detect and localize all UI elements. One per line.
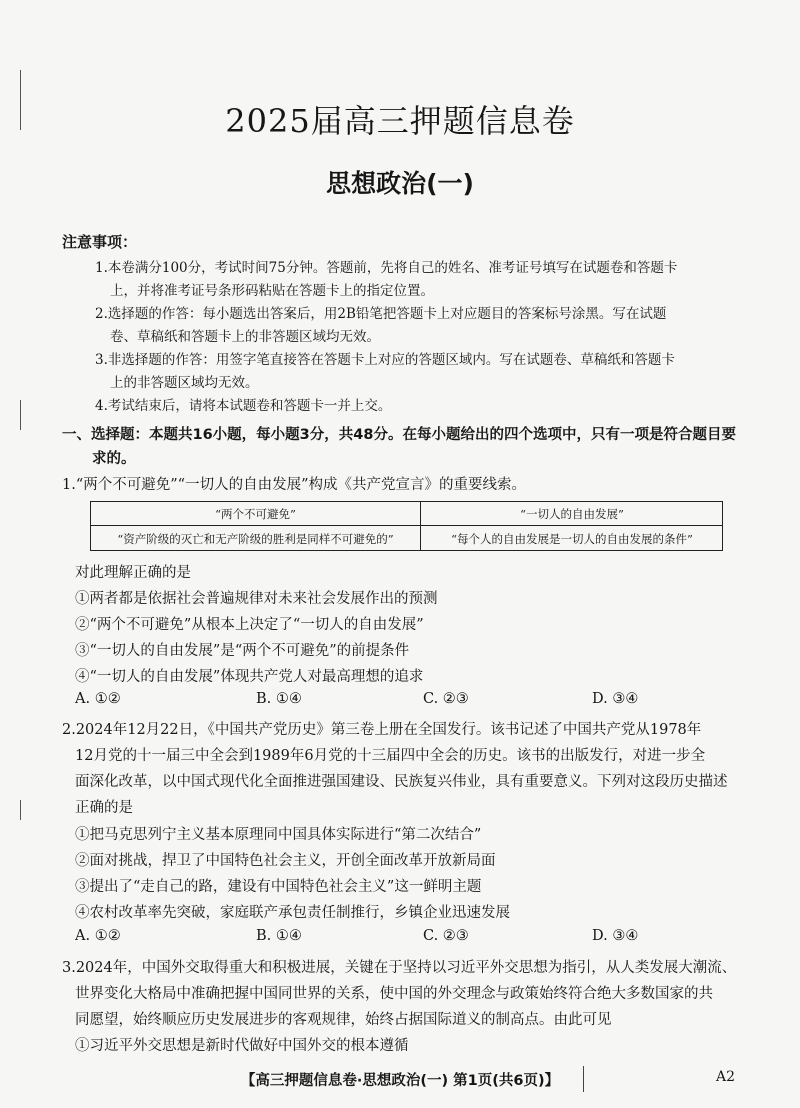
subject-title: 思想政治(一) (326, 169, 474, 198)
question-2-stem: 面深化改革，以中国式现代化全面推进强国建设、民族复兴伟业，具有重要意义。下列对这段历史描述 (75, 774, 728, 790)
option-c: C. ②③ (423, 691, 469, 707)
question-3-stem: 3.2024年，中国外交取得重大和积极进展，关键在于坚持以习近平外交思想为指引，从人类发展大潮流、 (62, 960, 737, 976)
q2-item: ①把马克思列宁主义基本原理同中国具体实际进行“第二次结合” (75, 827, 482, 843)
question-lead: 对此理解正确的是 (75, 565, 191, 581)
option-d: D. ③④ (592, 928, 639, 944)
footer-divider (583, 1066, 584, 1092)
q1-item: ④“一切人的自由发展”体现共产党人对最高理想的追求 (75, 669, 424, 685)
q2-item: ③提出了“走自己的路，建设有中国特色社会主义”这一鲜明主题 (75, 879, 482, 895)
q1-table (90, 501, 723, 551)
exam-title: 2025届高三押题信息卷 (225, 102, 575, 140)
question-2-stem: 正确的是 (75, 800, 133, 816)
question-1-stem: 1.“两个不可避免”“一切人的自由发展”构成《共产党宣言》的重要线索。 (62, 477, 526, 493)
q3-item: ①习近平外交思想是新时代做好中国外交的根本遵循 (75, 1038, 409, 1054)
q2-item: ④农村改革率先突破，家庭联产承包责任制推行，乡镇企业迅速发展 (75, 905, 510, 921)
option-a: A. ①② (75, 928, 121, 944)
option-b: B. ①④ (256, 691, 302, 707)
page-footer: 【高三押题信息卷·思想政治(一) 第1页(共6页)】 (240, 1073, 560, 1089)
table-header: “一切人的自由发展” (520, 507, 624, 521)
option-a: A. ①② (75, 691, 121, 707)
table-cell: “资产阶级的灭亡和无产阶级的胜利是同样不可避免的” (117, 532, 394, 546)
section-heading: 一、选择题：本题共16小题，每小题3分，共48分。在每小题给出的四个选项中，只有一项是符合题目要 (62, 427, 736, 443)
option-d: D. ③④ (592, 691, 639, 707)
notice-line: 2.选择题的作答：每小题选出答案后，用2B铅笔把答题卡上对应题目的答案标号涂黑。写在试题 (95, 306, 667, 322)
paper-code: A2 (716, 1069, 736, 1085)
q1-item: ②“两个不可避免”从根本上决定了“一切人的自由发展” (75, 617, 424, 633)
question-2-stem: 12月党的十一届三中全会到1989年6月党的十三届四中全会的历史。该书的出版发行，对进一步全 (75, 748, 706, 764)
notice-line: 3.非选择题的作答：用签字笔直接答在答题卡上对应的答题区域内。写在试题卷、草稿纸和答题卡 (95, 352, 675, 368)
notice-line: 1.本卷满分100分，考试时间75分钟。答题前，先将自己的姓名、准考证号填写在试题卷和答题卡 (95, 260, 678, 276)
question-2-stem: 2.2024年12月22日，《中国共产党历史》第三卷上册在全国发行。该书记述了中国共产党从1978年 (62, 722, 702, 738)
q1-item: ①两者都是依据社会普遍规律对未来社会发展作出的预测 (75, 591, 438, 607)
notice-heading: 注意事项： (62, 233, 138, 251)
notice-line: 上，并将准考证号条形码粘贴在答题卡上的指定位置。 (110, 283, 434, 299)
binding-mark (20, 800, 21, 820)
notice-line: 上的非答题区域均无效。 (110, 375, 259, 391)
section-heading: 求的。 (92, 451, 136, 467)
option-b: B. ①④ (256, 928, 302, 944)
option-c: C. ②③ (423, 928, 469, 944)
question-3-stem: 世界变化大格局中准确把握中国同世界的关系，使中国的外交理念与政策始终符合绝大多数国家的共 (75, 986, 713, 1002)
q1-item: ③“一切人的自由发展”是“两个不可避免”的前提条件 (75, 643, 410, 659)
notice-line: 4.考试结束后，请将本试题卷和答题卡一并上交。 (95, 398, 392, 414)
question-3-stem: 同愿望，始终顺应历史发展进步的客观规律，始终占据国际道义的制高点。由此可见 (75, 1012, 612, 1028)
q2-item: ②面对挑战，捍卫了中国特色社会主义，开创全面改革开放新局面 (75, 853, 496, 869)
notice-line: 卷、草稿纸和答题卡上的非答题区域均无效。 (110, 329, 380, 345)
binding-mark (20, 400, 21, 430)
table-header: “两个不可避免” (215, 507, 296, 521)
table-cell: “每个人的自由发展是一切人的自由发展的条件” (451, 532, 693, 546)
